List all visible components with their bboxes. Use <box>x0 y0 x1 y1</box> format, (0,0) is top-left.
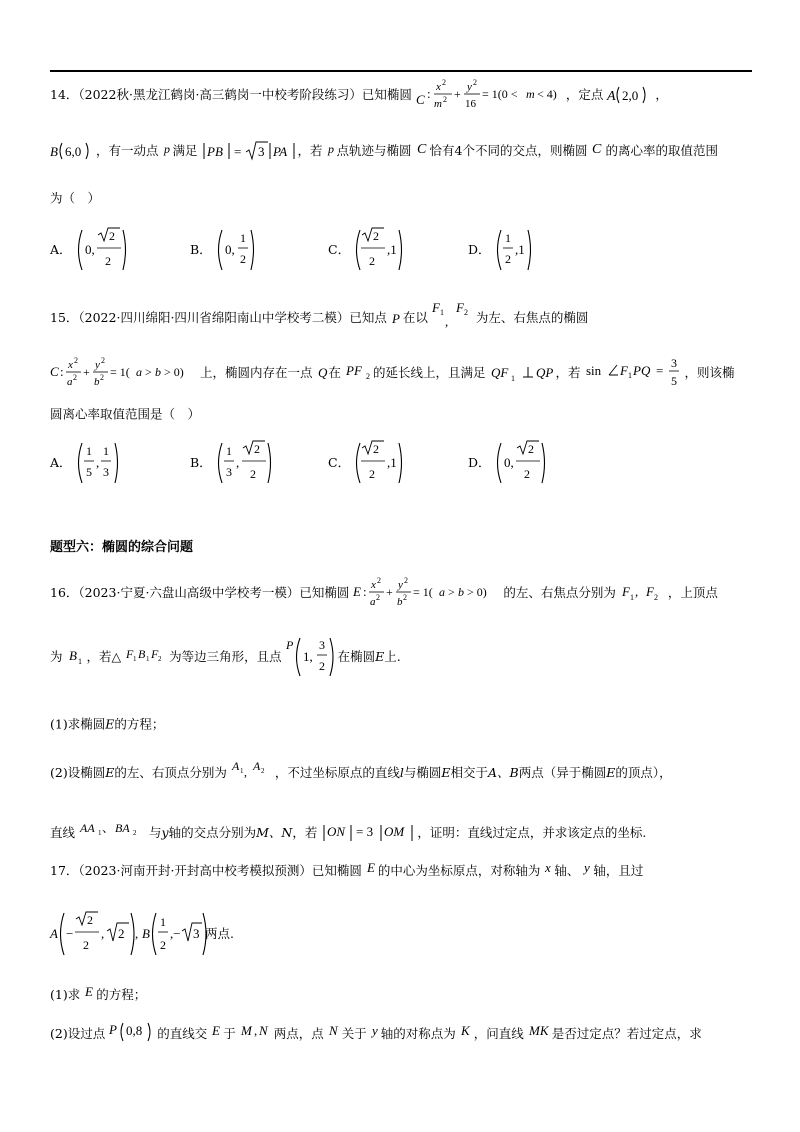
svg-text:2: 2 <box>369 467 376 481</box>
svg-text:2: 2 <box>100 373 104 382</box>
svg-text:1: 1 <box>102 444 109 458</box>
svg-text:+: + <box>83 365 90 379</box>
svg-text:,: , <box>95 455 99 470</box>
svg-text:OM: OM <box>384 824 405 839</box>
svg-text:16: 16 <box>464 98 476 110</box>
svg-text:2: 2 <box>104 254 111 268</box>
svg-text:b: b <box>458 585 465 599</box>
q14-ellipse-c-formula <box>416 78 566 112</box>
svg-text:y: y <box>398 579 404 591</box>
svg-text:>: > <box>145 365 152 379</box>
svg-text:E: E <box>366 860 375 875</box>
q17-points-ab <box>50 909 205 959</box>
svg-text:6,0: 6,0 <box>65 144 82 159</box>
svg-text:E: E <box>212 1023 221 1038</box>
svg-text:2: 2 <box>442 95 447 104</box>
svg-text:1: 1 <box>77 657 82 666</box>
q15-text-7: ，则该椭 <box>684 364 735 380</box>
svg-text::: : <box>60 364 64 379</box>
svg-text:b: b <box>94 376 100 388</box>
svg-text:x: x <box>545 860 552 875</box>
q14-option-d[interactable]: D． 1 2 ,1 <box>468 227 535 273</box>
svg-text:B: B <box>142 926 150 941</box>
svg-text:y: y <box>466 81 472 93</box>
svg-text:F: F <box>619 363 628 378</box>
svg-text:2: 2 <box>523 467 530 481</box>
q16-text-1: 的左、右焦点分别为 <box>503 584 616 600</box>
svg-text:,: , <box>101 926 105 941</box>
svg-text:3: 3 <box>102 465 109 479</box>
q14-text-6: 点轨迹与椭圆 <box>336 142 412 158</box>
svg-text:PA: PA <box>272 144 287 159</box>
svg-text:A: A <box>607 89 616 104</box>
svg-text:1: 1 <box>146 655 150 663</box>
svg-text:x: x <box>371 579 377 591</box>
svg-text:2: 2 <box>377 576 382 585</box>
q16-ellipse-e-formula <box>353 576 503 610</box>
svg-text:m: m <box>525 87 535 101</box>
svg-text:QP: QP <box>535 365 553 380</box>
q16-number: 16． <box>50 584 79 600</box>
svg-text:2: 2 <box>318 659 325 673</box>
svg-text:,: , <box>243 765 247 779</box>
svg-text:2: 2 <box>441 78 446 87</box>
q16-triangle <box>125 644 169 670</box>
svg-text:,: , <box>634 584 639 599</box>
svg-text:K: K <box>460 1023 470 1038</box>
q15-text-6: ，若 <box>555 364 581 380</box>
svg-text:< 4): < 4) <box>536 87 557 101</box>
svg-text:1: 1 <box>133 655 137 663</box>
q17-number: 17． <box>50 862 79 878</box>
q15-option-b[interactable]: B． 1 3 , 2 2 <box>190 440 272 486</box>
svg-text:1: 1 <box>504 231 511 245</box>
q14-text-1: ，定点 <box>565 86 604 102</box>
svg-text:3: 3 <box>670 356 677 370</box>
svg-text:、: 、 <box>102 821 115 835</box>
svg-text:A: A <box>252 759 261 773</box>
q14-line-3 <box>50 192 100 205</box>
q17-points-mn <box>240 1023 274 1045</box>
svg-text:F: F <box>431 300 440 315</box>
q14-option-b-formula <box>216 227 256 273</box>
q14-number: 14． <box>50 86 79 102</box>
svg-text:=: = <box>233 144 241 159</box>
svg-text:+: + <box>386 585 394 599</box>
q15-text-2: 为左、右焦点的椭圆 <box>475 309 589 325</box>
svg-text:N: N <box>328 1023 338 1038</box>
svg-text:p: p <box>327 142 334 156</box>
q17-part-1: (1)求 E 的方程； <box>50 984 146 1006</box>
svg-text:,1: ,1 <box>387 455 397 470</box>
svg-text:,: , <box>253 1023 257 1038</box>
svg-text:2: 2 <box>504 252 511 266</box>
svg-text:b: b <box>155 365 161 379</box>
q17-ellipse-e <box>366 860 378 882</box>
svg-text:PB: PB <box>206 144 223 159</box>
svg-text:= 3: = 3 <box>356 824 374 839</box>
svg-text:PF: PF <box>346 363 362 378</box>
svg-text:B: B <box>68 648 77 663</box>
svg-text:1: 1 <box>225 444 232 458</box>
q14-point-p-2 <box>327 141 337 161</box>
q14-text-2: ， <box>655 86 668 102</box>
svg-text:2: 2 <box>83 938 89 952</box>
section-heading: 题型六：椭圆的综合问题 <box>50 540 194 555</box>
svg-text:N: N <box>258 1023 268 1038</box>
svg-text:sin: sin <box>585 363 601 378</box>
svg-text:=: = <box>655 363 663 378</box>
svg-text:y: y <box>371 1023 378 1038</box>
q16-point-p <box>286 635 338 679</box>
q17-point-n <box>328 1023 342 1045</box>
svg-text:P: P <box>285 638 293 652</box>
q15-text-4: 在 <box>328 364 342 380</box>
svg-text:2: 2 <box>101 356 105 365</box>
q15-option-b-formula <box>216 440 272 486</box>
q15-option-d-formula <box>495 440 545 486</box>
q16-symbol-e: E <box>375 648 385 664</box>
q15-option-a[interactable]: A． 1 5 , 1 3 <box>50 440 122 486</box>
q14-text-3: ，有一动点 <box>96 142 159 158</box>
svg-text:,1: ,1 <box>387 242 397 257</box>
svg-text:2: 2 <box>239 252 246 266</box>
q16-line-2 <box>50 635 401 679</box>
svg-text:= 1(: = 1( <box>413 585 434 599</box>
svg-text:2: 2 <box>73 373 77 382</box>
svg-text:−: − <box>66 926 74 941</box>
svg-text:F: F <box>455 300 464 315</box>
svg-text:F: F <box>621 584 630 599</box>
svg-text:F: F <box>126 647 134 661</box>
q16-part2-symbol-e: E <box>105 764 115 780</box>
svg-text:2: 2 <box>133 829 137 837</box>
q14-option-b[interactable]: B． 0, 1 2 <box>190 227 256 273</box>
svg-text:1: 1 <box>627 371 632 380</box>
svg-text:3: 3 <box>257 144 264 159</box>
svg-text:2,0: 2,0 <box>622 88 639 103</box>
q17-source: （2023·河南开封·开封高中校考模拟预测）已知椭圆 <box>78 862 362 878</box>
q14-point-p <box>163 141 173 161</box>
svg-text:C: C <box>416 142 426 157</box>
svg-text:,−: ,− <box>170 926 181 941</box>
q15-option-c[interactable]: C． 2 2 ,1 <box>328 440 404 486</box>
q14-option-c[interactable]: C． 2 2 ,1 <box>328 227 404 273</box>
svg-text:a: a <box>136 365 142 379</box>
q16-text-7: 上. <box>384 648 401 664</box>
svg-text:F: F <box>151 647 159 661</box>
q17-text-2: 轴、 <box>554 862 580 878</box>
q16-points-mn: M、N <box>256 824 293 840</box>
q15-option-a-formula <box>76 440 122 486</box>
svg-text:1: 1 <box>510 374 515 383</box>
q14-text-8: 的离心率的取值范围 <box>605 142 718 158</box>
svg-text:y: y <box>95 359 100 371</box>
svg-text:2: 2 <box>253 442 260 456</box>
q15-segment-pf2 <box>345 361 373 385</box>
svg-text:P: P <box>391 311 400 326</box>
svg-text::: : <box>363 584 368 599</box>
svg-text:2: 2 <box>160 938 166 952</box>
svg-text:2: 2 <box>74 356 78 365</box>
svg-text:2: 2 <box>472 78 477 87</box>
q17-text-4: 两点. <box>205 925 234 941</box>
q16-vertex-b1 <box>67 644 87 670</box>
svg-text:P: P <box>109 1022 118 1037</box>
q14-ellipse-c-symbol-2 <box>591 139 605 163</box>
q16-part-2: (2)设椭圆E的左、右顶点分别为 A 1 , A 2 ，不过坐标原点的直线l与椭圆E相交于A、B两点（异于椭圆E的顶点）， <box>50 758 672 788</box>
q14-text-5: ，若 <box>297 142 323 158</box>
q16-part1-symbol-e: E <box>105 716 115 732</box>
q17-symbol-e <box>211 1023 223 1045</box>
svg-text:3: 3 <box>193 926 200 941</box>
svg-text:2: 2 <box>463 308 468 317</box>
svg-text:1: 1 <box>629 593 634 602</box>
q16-text-3: 为 <box>50 648 63 664</box>
svg-text:E: E <box>353 584 362 599</box>
q15-line-2 <box>50 355 735 391</box>
q15-perpendicular-condition <box>490 361 556 385</box>
q15-line-1 <box>50 300 588 336</box>
svg-text:2: 2 <box>373 442 380 456</box>
q16-source: （2023·宁夏·六盘山高级中学校考一模）已知椭圆 <box>78 584 350 600</box>
svg-text:1: 1 <box>98 829 102 837</box>
svg-text:= 1(: = 1( <box>110 365 130 379</box>
svg-text:C: C <box>415 92 425 107</box>
svg-text:2: 2 <box>260 767 265 775</box>
svg-text:,: , <box>235 455 239 470</box>
svg-text:,: , <box>135 926 139 941</box>
q14-point-b <box>50 139 96 163</box>
svg-text:2: 2 <box>527 442 534 456</box>
svg-text:y: y <box>584 860 591 875</box>
q14-option-d-formula <box>495 227 535 273</box>
svg-text:B: B <box>50 144 58 159</box>
q15-option-d[interactable]: D． 0, 2 2 <box>468 440 545 486</box>
svg-text:AA: AA <box>80 821 95 835</box>
svg-text:,: , <box>444 314 449 329</box>
q16-part-1: (1)求椭圆E的方程； <box>50 716 165 732</box>
q14-source: （2022秋·黑龙江鹤岗·高三鹤岗一中校考阶段练习）已知椭圆 <box>78 86 412 102</box>
svg-text:+: + <box>453 87 461 101</box>
svg-text:5: 5 <box>85 465 92 479</box>
svg-text:= 1(0 <: = 1(0 < <box>481 87 518 101</box>
q16-vertices-a1a2 <box>231 758 275 788</box>
svg-text:m: m <box>433 98 442 110</box>
q14-option-a-formula <box>76 227 126 273</box>
q15-foci <box>432 300 476 336</box>
svg-text:0,8: 0,8 <box>126 1023 143 1038</box>
svg-text:1: 1 <box>439 308 444 317</box>
q17-x-axis <box>544 860 554 882</box>
q15-sine-condition <box>585 355 685 391</box>
svg-text:2: 2 <box>369 254 376 268</box>
svg-text:1: 1 <box>239 231 246 245</box>
svg-text:0,: 0, <box>84 242 95 257</box>
svg-text::: : <box>426 86 431 101</box>
q17-text-3: 轴，且过 <box>593 862 644 878</box>
svg-text:,1: ,1 <box>514 242 525 257</box>
svg-text:ON: ON <box>327 824 346 839</box>
q17-point-p <box>109 1021 157 1047</box>
svg-text:> 0): > 0) <box>164 365 184 379</box>
q15-ellipse-c-formula <box>50 356 200 390</box>
svg-text:5: 5 <box>670 374 677 388</box>
svg-text:2: 2 <box>376 593 381 602</box>
q16-line-1 <box>50 576 718 610</box>
q15-text-1: 在以 <box>402 309 428 325</box>
q15-text-5: 的延长线上，且满足 <box>373 364 486 380</box>
svg-text:C: C <box>592 142 602 157</box>
q14-line-1 <box>50 78 668 112</box>
svg-text:> 0): > 0) <box>467 585 488 599</box>
q15-number: 15． <box>50 309 79 325</box>
svg-text:E: E <box>85 984 94 999</box>
q17-line-2 <box>50 909 234 959</box>
svg-text:Q: Q <box>317 365 327 380</box>
svg-text:A: A <box>50 926 58 941</box>
svg-text:QF: QF <box>490 365 508 380</box>
svg-text:1,: 1, <box>302 649 313 664</box>
q14-text-9: 为（ ） <box>50 190 101 206</box>
svg-text:2: 2 <box>373 229 380 243</box>
q16-text-2: ，上顶点 <box>667 584 718 600</box>
q15-point-q <box>317 363 329 383</box>
svg-text:2: 2 <box>249 467 256 481</box>
svg-text:x: x <box>435 81 441 93</box>
svg-text:a: a <box>67 376 73 388</box>
q17-part1-symbol-e <box>84 984 96 1006</box>
q15-point-p <box>391 308 403 328</box>
svg-text:2: 2 <box>366 372 370 381</box>
q14-ellipse-c-symbol <box>416 139 430 163</box>
svg-text:BA: BA <box>115 821 130 835</box>
q15-option-c-formula <box>354 440 404 486</box>
svg-text:A: A <box>231 759 240 773</box>
q16-line-l: l <box>399 764 404 780</box>
svg-text:2: 2 <box>653 593 658 602</box>
svg-text:0,: 0, <box>224 242 235 257</box>
svg-text:x: x <box>68 359 73 371</box>
q14-option-c-formula <box>354 227 404 273</box>
q14-option-a[interactable]: A． 0, 2 2 <box>50 227 126 273</box>
svg-text:2: 2 <box>87 913 93 927</box>
svg-text:p: p <box>163 142 170 156</box>
q15-line-3 <box>50 408 200 421</box>
svg-text:>: > <box>448 585 456 599</box>
q16-length-condition <box>321 820 417 846</box>
svg-text:3: 3 <box>225 465 232 479</box>
q16-lines-aa1-ba2 <box>79 820 149 846</box>
q16-y-axis: y <box>161 824 169 840</box>
q17-part-2: (2)设过点 P 0,8 的直线交 E 于 M , N 两点，点 N 关于 y 轴的对称点为 K ，问直线 MK 是否过定点？若过定点，求 <box>50 1021 702 1047</box>
q15-text-8: 圆离心率取值范围是（ ） <box>50 406 201 422</box>
svg-text:2: 2 <box>403 593 408 602</box>
q14-text-7: 恰有4个不同的交点，则椭圆 <box>429 142 588 158</box>
q16-text-5: 为等边三角形，且点 <box>169 648 282 664</box>
q14-text-4: 满足 <box>172 142 198 158</box>
q16-text-6: 在椭圆 <box>337 648 376 664</box>
svg-text:a: a <box>370 596 376 608</box>
header-rule <box>50 70 752 72</box>
svg-text:3: 3 <box>318 638 325 652</box>
svg-text:B: B <box>138 647 146 661</box>
svg-text:1: 1 <box>85 444 92 458</box>
svg-text:1: 1 <box>239 767 244 775</box>
q15-source: （2022·四川绵阳·四川省绵阳南山中学校考二模）已知点 <box>78 309 387 325</box>
q17-line-mk <box>528 1023 552 1045</box>
q17-y-axis <box>583 860 593 882</box>
svg-text:1: 1 <box>160 915 166 929</box>
q14-line-2 <box>50 139 718 163</box>
q14-point-a <box>607 83 655 107</box>
svg-text:M: M <box>240 1023 252 1038</box>
q17-y-axis-2 <box>371 1023 381 1045</box>
svg-text:2: 2 <box>108 229 115 243</box>
q17-line-1 <box>50 860 643 882</box>
q17-point-k <box>460 1023 474 1045</box>
svg-text:2: 2 <box>118 926 125 941</box>
svg-text:F: F <box>645 584 654 599</box>
q17-text-1: 的中心为坐标原点，对称轴为 <box>377 862 541 878</box>
q16-text-4: ，若△ <box>86 648 122 664</box>
q14-distance-condition <box>202 139 298 163</box>
q16-part-2-cont: 直线 AA 1 、 BA 2 与y轴的交点分别为M、N，若 ON = 3 OM ，证明：直线过定点，并求该定点的坐标. <box>50 820 646 846</box>
svg-text:2: 2 <box>404 576 409 585</box>
svg-text:a: a <box>439 585 446 599</box>
svg-text:2: 2 <box>158 655 162 663</box>
svg-text:b: b <box>397 596 403 608</box>
q16-foci <box>620 580 668 606</box>
q16-points-ab: A、B <box>488 764 519 780</box>
q15-text-3: 上，椭圆内存在一点 <box>200 364 313 380</box>
svg-text:C: C <box>50 364 59 379</box>
svg-text:PQ: PQ <box>632 363 650 378</box>
svg-text:MK: MK <box>528 1023 549 1038</box>
svg-text:0,: 0, <box>503 455 514 470</box>
